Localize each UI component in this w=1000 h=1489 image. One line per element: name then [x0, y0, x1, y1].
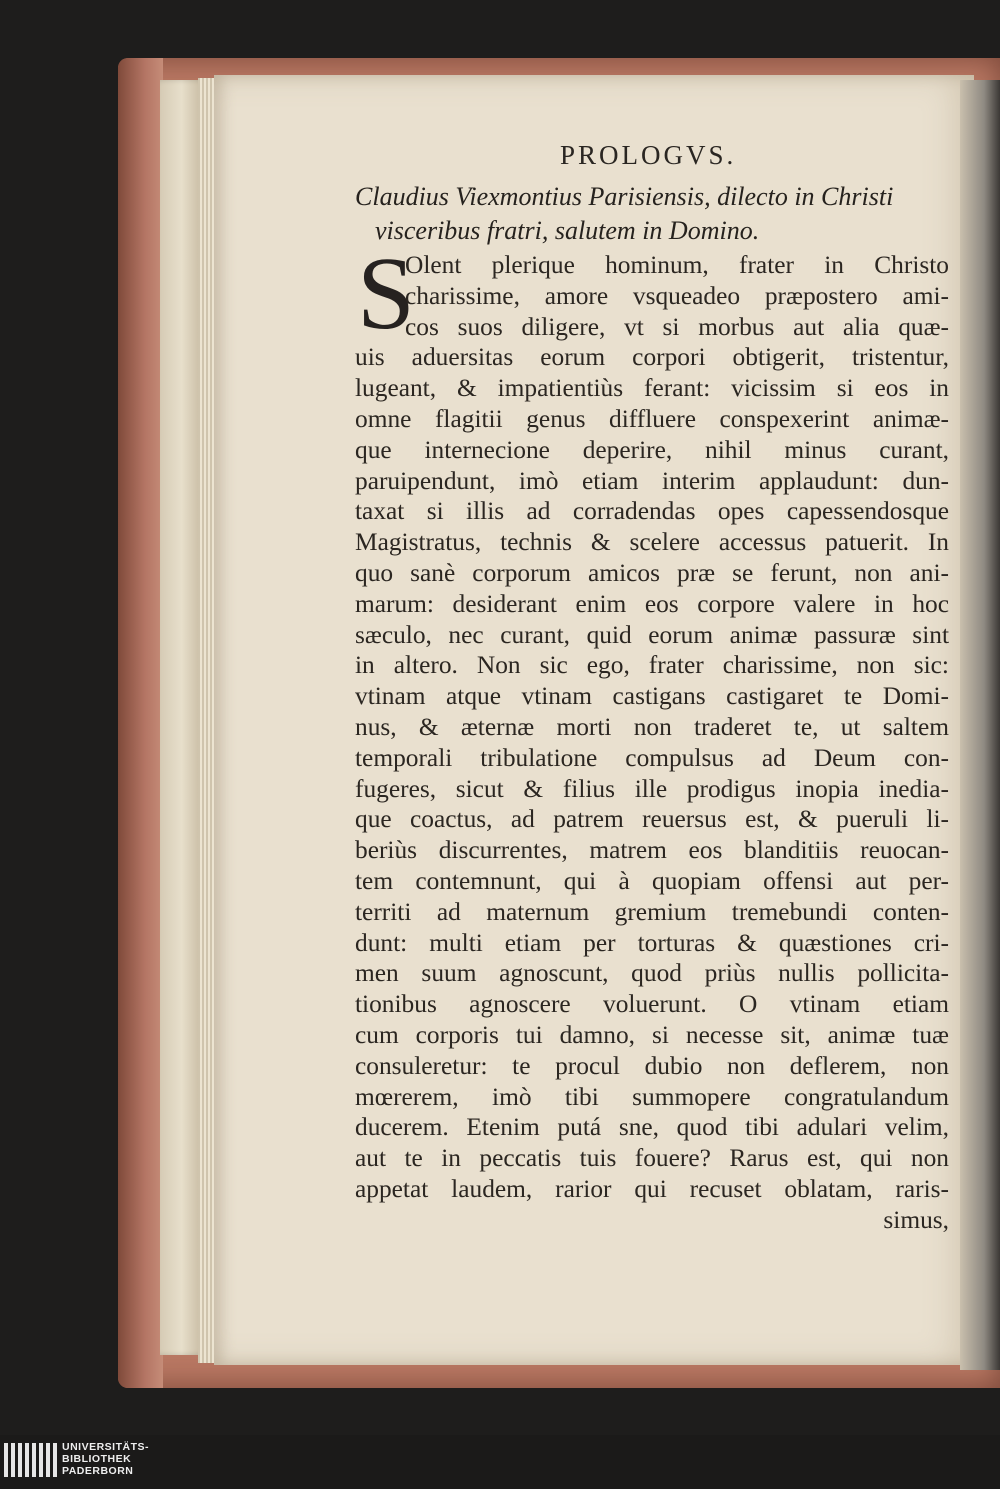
gutter-shadow [960, 80, 1000, 1370]
text-line: appetat laudem, rarior qui recuset oblatam, raris- [355, 1174, 949, 1203]
library-name-line: PADERBORN [62, 1465, 134, 1477]
footer-bar [0, 1435, 1000, 1489]
text-line: tionibus agnoscere voluerunt. O vtinam etiam [355, 990, 949, 1019]
text-line: nus, & æternæ morti non traderet te, ut saltem [355, 712, 949, 741]
text-line: marum: desiderant enim eos corpore valere in hoc [355, 589, 949, 618]
text-line: cos suos diligere, vt si morbus aut alia quæ- [405, 312, 949, 341]
text-line: lugeant, & impatientiùs ferant: vicissim si eos in [355, 374, 949, 403]
text-line: cum corporis tui damno, si necesse sit, animæ tuæ [355, 1020, 949, 1049]
dedication-line: Claudius Viexmontius Parisiensis, dilecto in Christi [355, 182, 894, 211]
text-line: territi ad maternum gremium tremebundi conten- [355, 897, 949, 926]
library-logo-icon [4, 1443, 57, 1477]
text-line: quo sanè corporum amicos præ se ferunt, non ani- [355, 558, 949, 587]
cover-spine-edge [118, 58, 163, 1388]
text-line: que coactus, ad patrem reuersus est, & pueruli li- [355, 805, 949, 834]
text-line: men suum agnoscunt, quod priùs nullis pollicita- [355, 959, 949, 988]
text-line: vtinam atque vtinam castigans castigaret te Domi- [355, 682, 949, 711]
text-line: sæculo, nec curant, quid eorum animæ passuræ sint [355, 620, 949, 649]
text-line: temporali tribulatione compulsus ad Deum con- [355, 743, 949, 772]
text-line: tem contemnunt, qui à quopiam offensi aut per- [355, 866, 949, 895]
text-line: dunt: multi etiam per torturas & quæstiones cri- [355, 928, 949, 957]
page-heading: PROLOGVS. [560, 140, 737, 170]
text-line: beriùs discurrentes, matrem eos blanditiis reuocan- [355, 836, 949, 865]
library-name-line: UNIVERSITÄTS- [62, 1441, 150, 1453]
text-line: charissime, amore vsqueadeo præpostero ami- [405, 281, 949, 310]
catchword: simus, [883, 1205, 949, 1234]
drop-cap: S [357, 236, 415, 351]
dedication [355, 180, 945, 248]
text-line: Magistratus, technis & scelere accessus patuerit. In [355, 528, 949, 557]
text-line: que internecione deperire, nihil minus curant, [355, 435, 949, 464]
text-line: mœrerem, imò tibi summopere congratulandum [355, 1082, 949, 1111]
text-line: uis aduersitas eorum corpori obtigerit, tristentur, [355, 343, 949, 372]
text-line: in altero. Non sic ego, frater charissime, non sic: [355, 651, 949, 680]
text-line: consuleretur: te procul dubio non deflerem, non [355, 1051, 949, 1080]
library-name [62, 1441, 149, 1477]
text-line: Olent plerique hominum, frater in Christo [405, 251, 949, 279]
text-line: ducerem. Etenim putá sne, quod tibi adulari velim, [355, 1113, 949, 1142]
body-text [355, 236, 949, 1236]
library-name-line: BIBLIOTHEK [62, 1453, 132, 1465]
text-line: fugeres, sicut & filius ille prodigus inopia inedia- [355, 774, 949, 803]
dedication-line: visceribus fratri, salutem in Domino. [375, 216, 760, 245]
text-line: aut te in peccatis tuis fouere? Rarus est, qui non [355, 1144, 949, 1173]
text-line: omne flagitii genus diffluere conspexerint animæ- [355, 404, 949, 433]
text-line: taxat si illis ad corradendas opes capessendosque [355, 497, 949, 526]
text-line: paruipendunt, imò etiam interim applaudunt: dun- [355, 466, 949, 495]
